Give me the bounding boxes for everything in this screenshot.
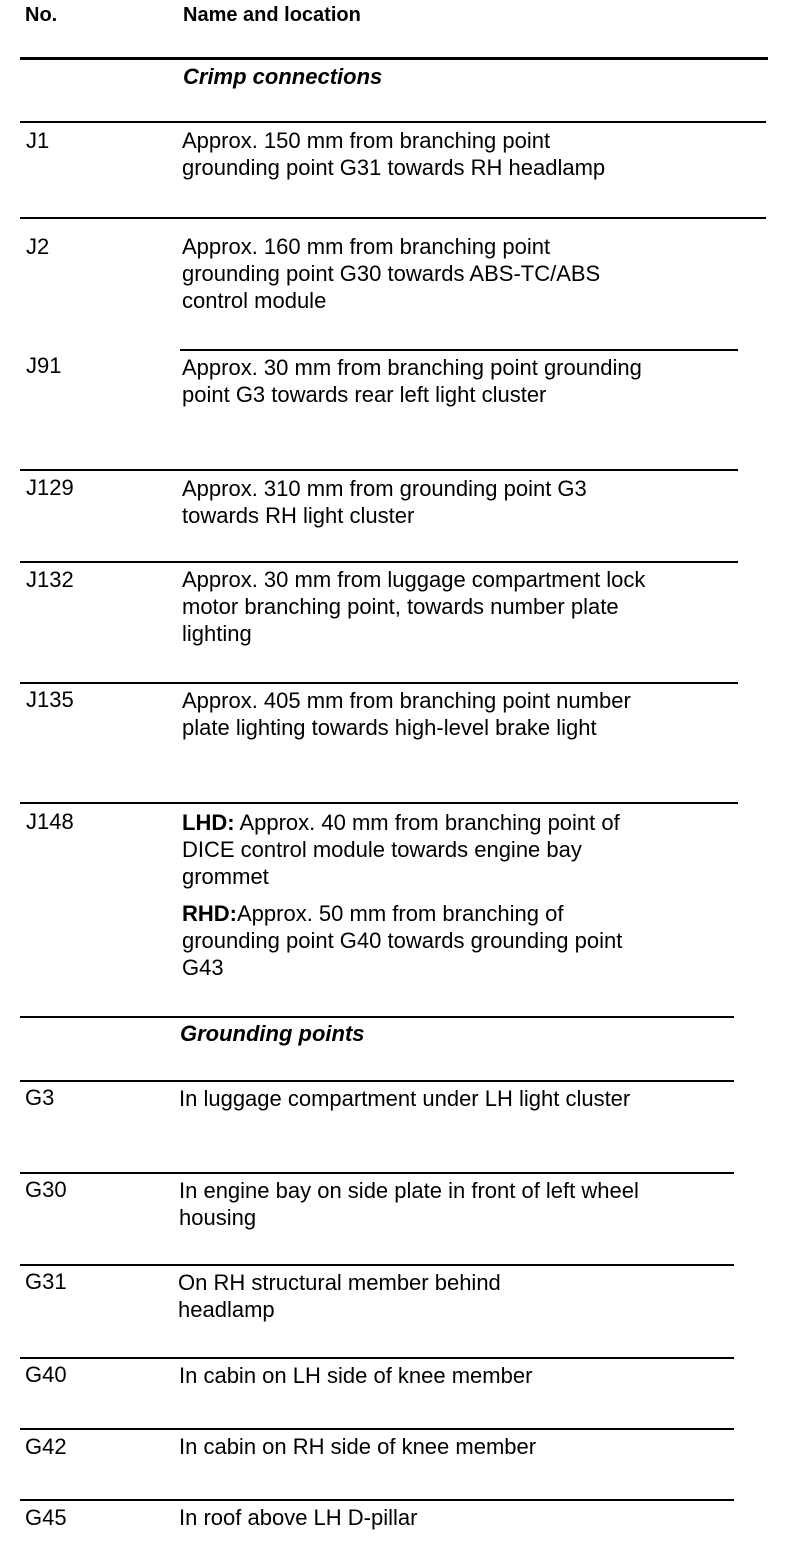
row-description-text: Approx. 150 mm from branching point grounding point G31 towards RH headlamp bbox=[182, 128, 606, 180]
row-description-text: In engine bay on side plate in front of left wheel housing bbox=[179, 1178, 639, 1230]
row-description-text: Approx. 30 mm from branching point grounding point G3 towards rear left light cluster bbox=[182, 355, 642, 407]
row-number: J129 bbox=[26, 475, 74, 500]
row-description-text: Approx. 310 mm from grounding point G3 towards RH light cluster bbox=[182, 476, 587, 528]
row-number: G30 bbox=[25, 1177, 67, 1202]
row-description bbox=[178, 1269, 598, 1323]
section-title-crimp: Crimp connections bbox=[183, 64, 383, 89]
row-description-text: In cabin on LH side of knee member bbox=[179, 1363, 533, 1388]
row-divider bbox=[20, 1428, 734, 1430]
row-divider bbox=[20, 1357, 734, 1359]
row-description bbox=[179, 1504, 719, 1531]
row-description bbox=[179, 1433, 719, 1460]
row-description-text: In cabin on RH side of knee member bbox=[179, 1434, 537, 1459]
column-header-no: No. bbox=[25, 4, 58, 26]
row-number: G42 bbox=[25, 1434, 67, 1459]
variant-text-rhd: Approx. 50 mm from branching of grounding point G40 towards grounding point G43 bbox=[182, 901, 623, 980]
row-description bbox=[179, 1177, 659, 1231]
row-number: G3 bbox=[25, 1085, 55, 1110]
variant-text-lhd: Approx. 40 mm from branching point of DICE control module towards engine bay grommet bbox=[182, 810, 620, 889]
row-number: J1 bbox=[26, 128, 50, 153]
row-description-text: Approx. 160 mm from branching point grounding point G30 towards ABS-TC/ABS control module bbox=[182, 234, 601, 313]
header-divider bbox=[20, 57, 768, 60]
row-description-paragraph bbox=[182, 900, 657, 981]
row-divider bbox=[20, 1016, 734, 1018]
row-description-text: In roof above LH D-pillar bbox=[179, 1505, 418, 1530]
row-number: G31 bbox=[25, 1269, 67, 1294]
row-description bbox=[182, 127, 622, 181]
row-divider bbox=[20, 1264, 734, 1266]
row-number: G40 bbox=[25, 1362, 67, 1387]
row-divider bbox=[20, 1080, 734, 1082]
row-divider bbox=[20, 1172, 734, 1174]
row-description bbox=[182, 475, 642, 529]
row-divider bbox=[20, 682, 738, 684]
row-description bbox=[182, 687, 652, 741]
row-description bbox=[179, 1362, 719, 1389]
row-number: J2 bbox=[26, 234, 50, 259]
row-divider bbox=[20, 1499, 734, 1501]
row-description bbox=[182, 566, 662, 647]
row-divider bbox=[20, 561, 738, 563]
row-number: J132 bbox=[26, 567, 74, 592]
row-divider bbox=[20, 802, 738, 804]
row-divider bbox=[180, 349, 738, 351]
row-divider bbox=[20, 469, 738, 471]
row-description bbox=[182, 354, 662, 408]
row-number: G45 bbox=[25, 1505, 67, 1530]
row-description-text: On RH structural member behind headlamp bbox=[178, 1270, 501, 1322]
row-divider bbox=[20, 217, 766, 219]
row-description bbox=[179, 1085, 639, 1112]
row-description-text: Approx. 30 mm from luggage compartment lock motor branching point, towards number plate lighting bbox=[182, 567, 646, 646]
row-description-text: In luggage compartment under LH light cluster bbox=[179, 1086, 631, 1111]
variant-label-rhd: RHD: bbox=[182, 901, 237, 926]
row-number: J91 bbox=[26, 353, 62, 378]
row-divider bbox=[20, 121, 766, 123]
row-number: J148 bbox=[26, 809, 74, 834]
row-description-paragraph bbox=[182, 809, 657, 890]
variant-label-lhd: LHD: bbox=[182, 810, 235, 835]
row-number: J135 bbox=[26, 687, 74, 712]
row-description bbox=[182, 809, 657, 981]
column-header-name: Name and location bbox=[183, 4, 361, 26]
section-title-grounding: Grounding points bbox=[180, 1021, 365, 1046]
row-description bbox=[182, 233, 622, 314]
row-description-text: Approx. 405 mm from branching point number plate lighting towards high-level brake light bbox=[182, 688, 631, 740]
